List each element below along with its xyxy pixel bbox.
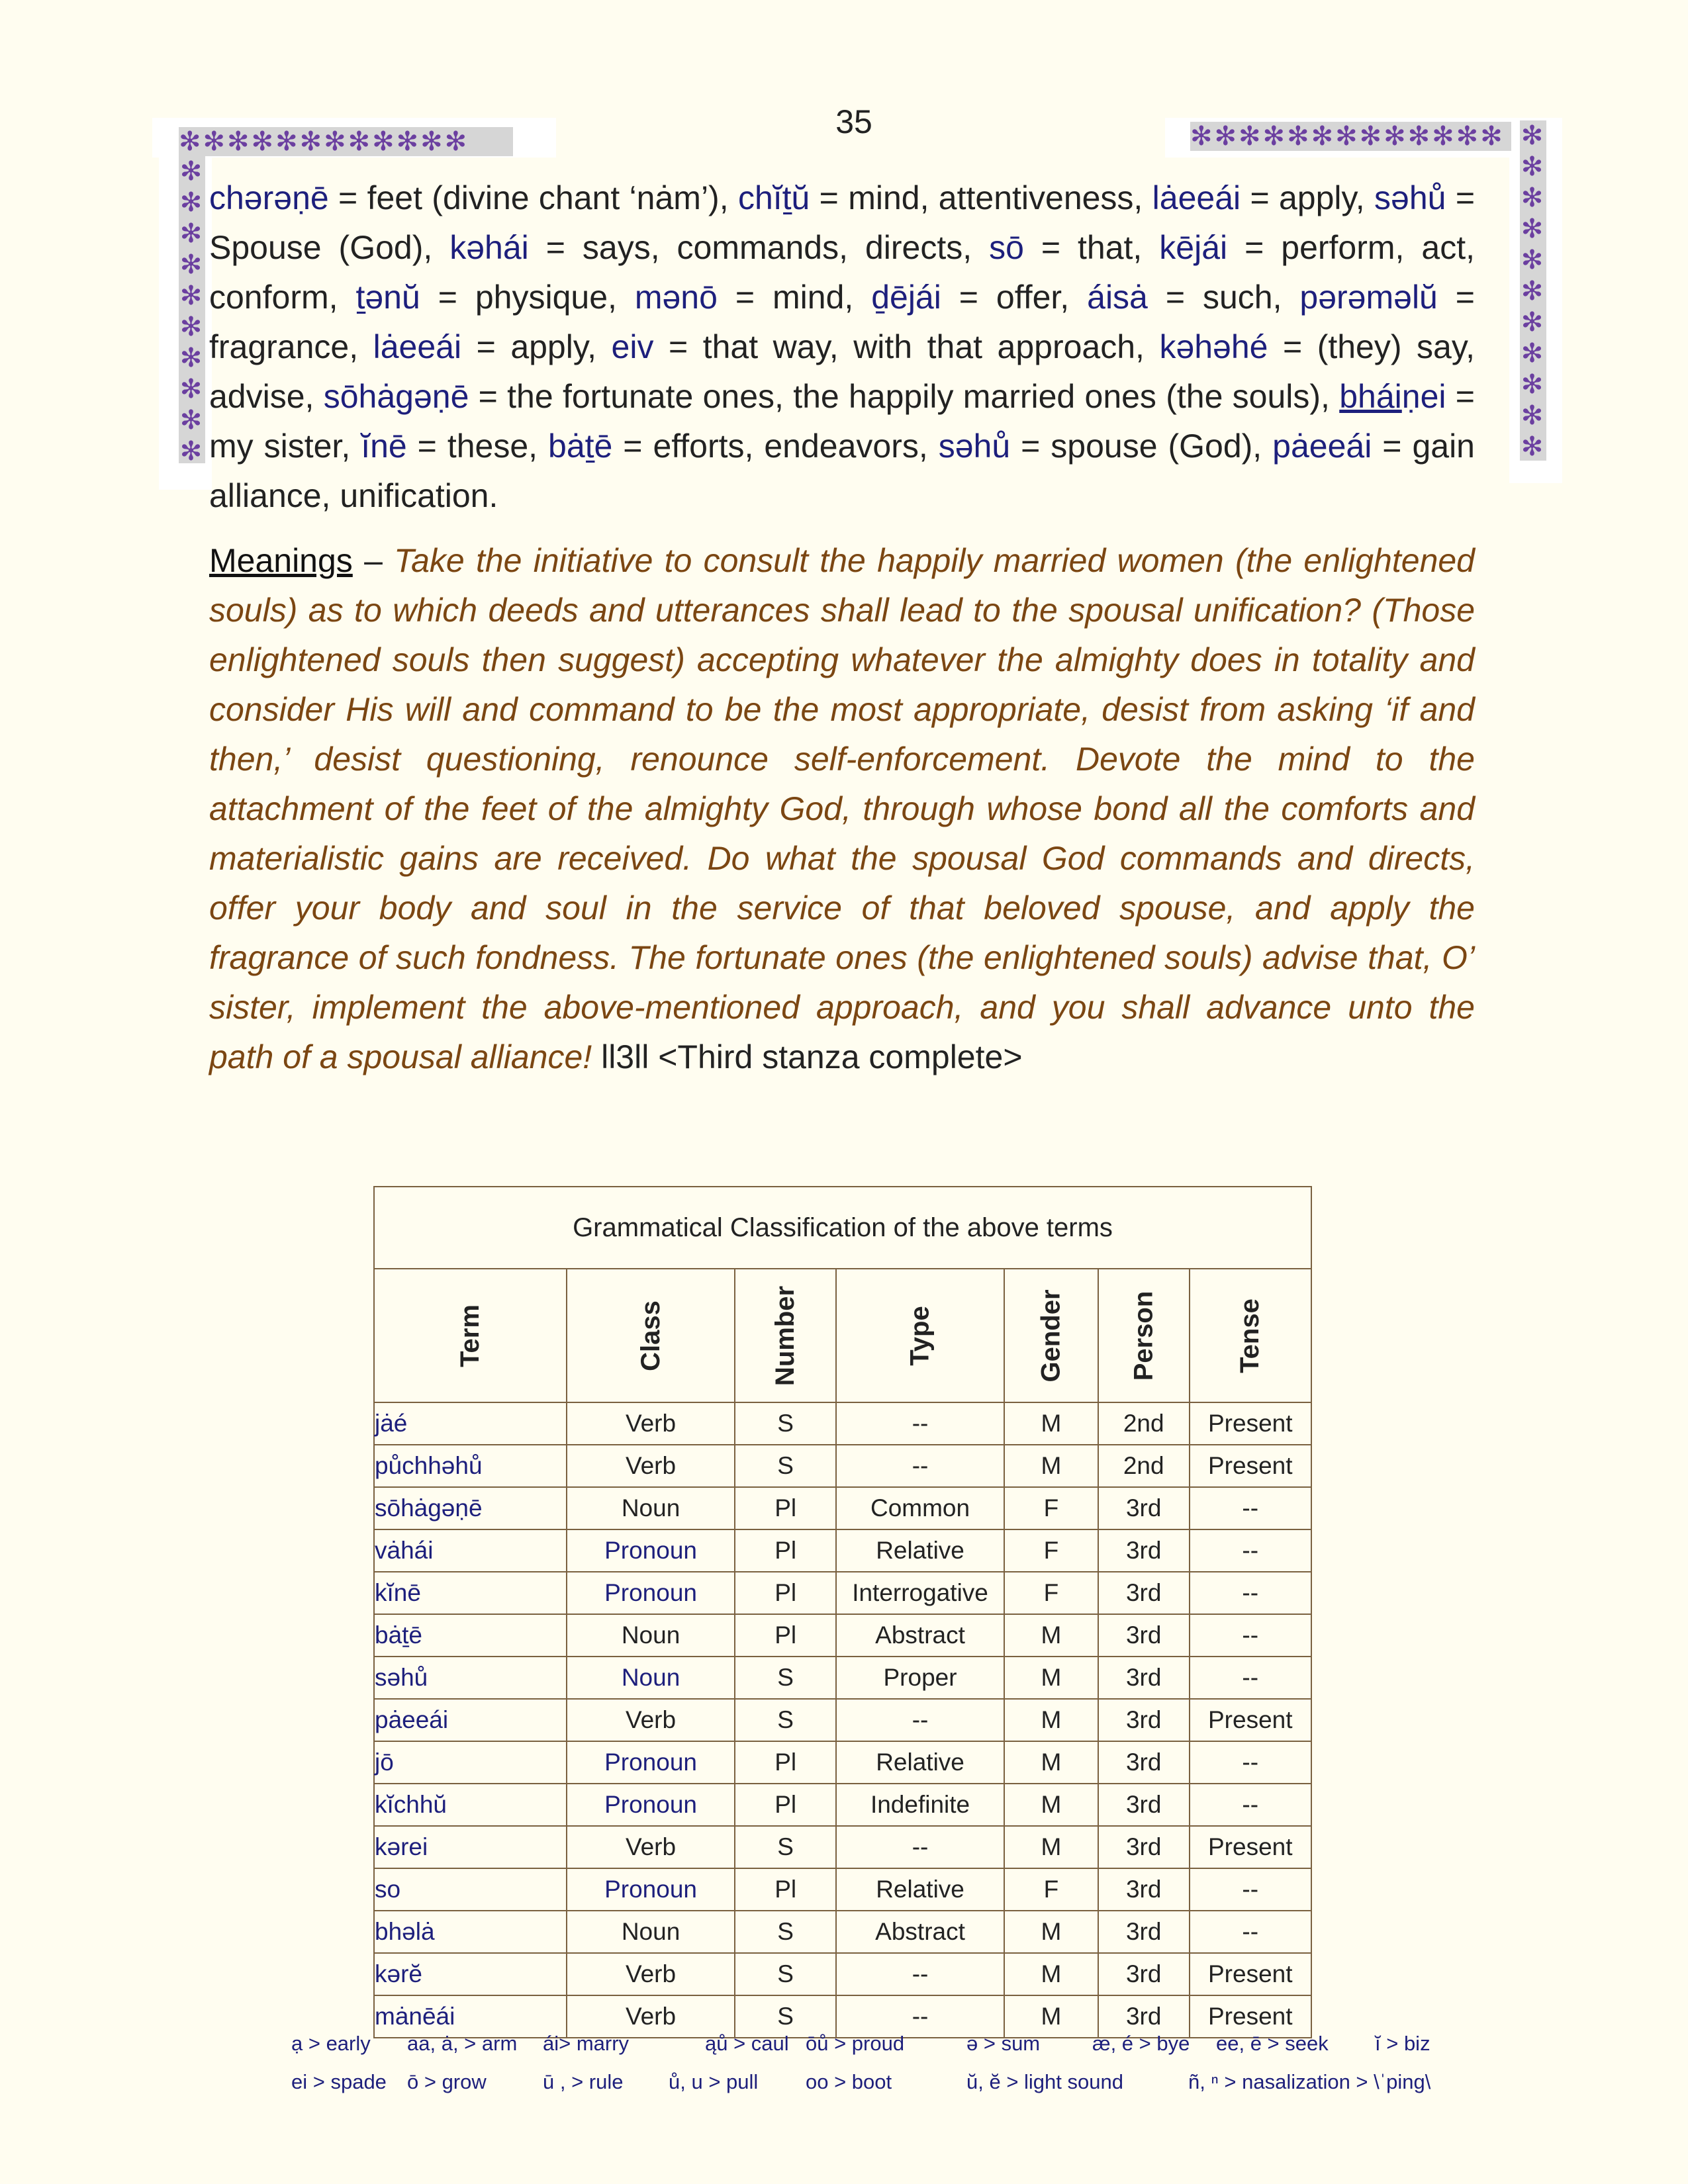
table-cell: Verb [567, 1953, 735, 1995]
table-cell: 3rd [1098, 1657, 1190, 1699]
glossary-term: sōhȧgəṇē [323, 378, 469, 415]
glossary-term: kəhəhé [1159, 328, 1268, 365]
glossary-definition: = physique, [420, 279, 635, 316]
table-cell: S [735, 1699, 836, 1741]
glossary-term: lȧeeái [373, 328, 462, 365]
legend-item: ạ > early [291, 2032, 371, 2055]
table-cell: 3rd [1098, 1699, 1190, 1741]
column-header-label: Type [905, 1305, 935, 1366]
table-row [374, 1614, 1311, 1657]
table-cell: -- [1190, 1741, 1311, 1784]
glossary-term: səhů [938, 428, 1011, 465]
table-cell: Relative [836, 1741, 1004, 1784]
table-cell: -- [1190, 1868, 1311, 1911]
glossary-term: bȧṯē [548, 428, 613, 465]
column-header [735, 1269, 836, 1402]
table-cell: Pronoun [567, 1529, 735, 1572]
table-cell: Pl [735, 1784, 836, 1826]
table-row [374, 1445, 1311, 1487]
table-cell: kĭchhŭ [374, 1784, 567, 1826]
table-cell: Pl [735, 1868, 836, 1911]
column-header [1004, 1269, 1098, 1402]
table-cell: 3rd [1098, 1487, 1190, 1529]
table-cell: Present [1190, 1995, 1311, 2038]
glossary-definition: = (they) say, advise, [209, 328, 1476, 415]
table-cell: kərei [374, 1826, 567, 1868]
glossary-term: áisȧ [1087, 279, 1148, 316]
glossary-term: mənō [634, 279, 718, 316]
glossary-definition: = my sister, [209, 378, 1475, 465]
border-top-left-ornament: ✻✻✻✻✻✻✻✻✻✻✻✻ [179, 127, 513, 156]
table-cell: kərĕ [374, 1953, 567, 1995]
table-cell: F [1004, 1529, 1098, 1572]
legend-item: ŭ, ĕ > light sound [966, 2070, 1123, 2093]
table-cell: S [735, 1995, 836, 2038]
table-cell: Verb [567, 1995, 735, 2038]
glossary-term: lȧeeái [1152, 179, 1241, 216]
table-cell: Pl [735, 1487, 836, 1529]
legend-item: aa, ȧ, > arm [407, 2032, 518, 2055]
table-cell: -- [1190, 1487, 1311, 1529]
table-cell: jō [374, 1741, 567, 1784]
table-cell: Pl [735, 1614, 836, 1657]
table-row [374, 1826, 1311, 1868]
table-cell: Pronoun [567, 1868, 735, 1911]
table-cell: 3rd [1098, 1995, 1190, 2038]
pronunciation-legend [291, 2032, 1483, 2098]
table-row [374, 1402, 1311, 1445]
column-header-label: Number [771, 1285, 800, 1386]
column-header [836, 1269, 1004, 1402]
legend-item: æ, é > bye [1092, 2032, 1190, 2055]
table-row [374, 1699, 1311, 1741]
legend-item: ə > sum [966, 2032, 1041, 2055]
meanings-paragraph [209, 536, 1475, 1082]
column-header [1190, 1269, 1311, 1402]
legend-item: ōů > proud [806, 2032, 905, 2055]
table-cell: səhů [374, 1657, 567, 1699]
table-row [374, 1741, 1311, 1784]
glossary-term: bhái [1339, 378, 1402, 415]
table-cell: -- [836, 1445, 1004, 1487]
table-cell: mȧnēái [374, 1995, 567, 2038]
border-left-ornament: ✻✻✻✻✻✻✻✻✻✻ [179, 157, 205, 466]
table-cell: F [1004, 1487, 1098, 1529]
glossary-term: ṯənŭ [355, 279, 420, 316]
page-number: 35 [835, 103, 872, 140]
column-header [374, 1269, 567, 1402]
column-header [1098, 1269, 1190, 1402]
glossary-term: sō [989, 229, 1024, 266]
legend-item: ei > spade [291, 2070, 387, 2093]
table-cell: Pronoun [567, 1784, 735, 1826]
table-cell: Pl [735, 1741, 836, 1784]
table-cell: Abstract [836, 1614, 1004, 1657]
glossary-term: ṇei [1401, 378, 1446, 415]
table-cell: S [735, 1911, 836, 1953]
glossary-term: kəhái [449, 229, 529, 266]
glossary-definition: = apply, [461, 328, 612, 365]
table-cell: bȧṯē [374, 1614, 567, 1657]
column-header-label: Tense [1235, 1298, 1265, 1373]
table-cell: Abstract [836, 1911, 1004, 1953]
table-cell: 3rd [1098, 1529, 1190, 1572]
legend-item: oo > boot [806, 2070, 892, 2093]
column-header-label: Gender [1036, 1289, 1066, 1383]
glossary-definition: = that, [1023, 229, 1160, 266]
legend-item: ĭ > biz [1375, 2032, 1430, 2055]
table-cell: Noun [567, 1911, 735, 1953]
table-cell: Proper [836, 1657, 1004, 1699]
glossary-term: chĭṯŭ [737, 179, 810, 216]
glossary-definition: = perform, act, conform, [209, 229, 1475, 316]
glossary-definition: = offer, [941, 279, 1088, 316]
glossary-term: chərəṇē [209, 179, 329, 216]
legend-item: ái> marry [543, 2032, 630, 2055]
table-cell: Relative [836, 1529, 1004, 1572]
glossary-definition: = mind, [717, 279, 872, 316]
table-cell: -- [1190, 1529, 1311, 1572]
table-cell: Indefinite [836, 1784, 1004, 1826]
glossary-definition: = these, [406, 428, 549, 465]
table-cell: 2nd [1098, 1445, 1190, 1487]
table-cell: Noun [567, 1487, 735, 1529]
glossary-term: eiv [611, 328, 654, 365]
table-row [374, 1487, 1311, 1529]
border-right-ornament: ✻✻✻✻✻✻✻✻✻✻✻ [1521, 121, 1546, 461]
table-cell: kĭnē [374, 1572, 567, 1614]
glossary-definition: = says, commands, directs, [528, 229, 990, 266]
table-cell: -- [1190, 1572, 1311, 1614]
table-cell: -- [1190, 1657, 1311, 1699]
glossary-definition: = spouse (God), [1010, 428, 1273, 465]
table-cell: 3rd [1098, 1784, 1190, 1826]
glossary-definition: = apply, [1241, 179, 1375, 216]
table-cell: -- [836, 1402, 1004, 1445]
table-cell: Verb [567, 1445, 735, 1487]
table-cell: -- [1190, 1614, 1311, 1657]
border-top-right-ornament: ✻✻✻✻✻✻✻✻✻✻✻✻✻ [1190, 122, 1511, 151]
table-cell: M [1004, 1953, 1098, 1995]
glossary-definition: = feet (divine chant ‘nȧm’), [328, 179, 738, 216]
table-cell: Pronoun [567, 1572, 735, 1614]
legend-item: ee, ē > seek [1216, 2032, 1329, 2055]
table-cell: F [1004, 1572, 1098, 1614]
table-cell: Verb [567, 1699, 735, 1741]
table-cell: Pl [735, 1572, 836, 1614]
table-cell: M [1004, 1741, 1098, 1784]
table-row [374, 1868, 1311, 1911]
grammar-table [373, 1186, 1312, 2038]
table-cell: Present [1190, 1699, 1311, 1741]
table-cell: so [374, 1868, 567, 1911]
glossary-definition: = such, [1147, 279, 1300, 316]
definitions-paragraph [209, 173, 1475, 521]
table-cell: S [735, 1826, 836, 1868]
table-cell: Verb [567, 1402, 735, 1445]
meanings-label: Meanings [209, 542, 353, 579]
table-row [374, 1657, 1311, 1699]
table-cell: Noun [567, 1657, 735, 1699]
column-header-label: Person [1129, 1291, 1158, 1381]
glossary-term: pȧeeái [1272, 428, 1372, 465]
table-cell: Present [1190, 1445, 1311, 1487]
table-cell: F [1004, 1868, 1098, 1911]
table-row [374, 1953, 1311, 1995]
table-cell: Interrogative [836, 1572, 1004, 1614]
table-cell: 2nd [1098, 1402, 1190, 1445]
table-cell: pȧeeái [374, 1699, 567, 1741]
table-cell: M [1004, 1614, 1098, 1657]
table-cell: S [735, 1657, 836, 1699]
table-cell: jȧé [374, 1402, 567, 1445]
glossary-definition: = mind, attentiveness, [810, 179, 1152, 216]
glossary-definition: = fragrance, [209, 279, 1475, 365]
glossary-definition: = that way, with that approach, [653, 328, 1160, 365]
table-cell: 3rd [1098, 1911, 1190, 1953]
table-cell: M [1004, 1445, 1098, 1487]
table-cell: půchhəhů [374, 1445, 567, 1487]
table-cell: -- [836, 1826, 1004, 1868]
table-cell: 3rd [1098, 1572, 1190, 1614]
table-cell: S [735, 1402, 836, 1445]
table-cell: M [1004, 1699, 1098, 1741]
table-cell: 3rd [1098, 1868, 1190, 1911]
meanings-dash: – [352, 542, 395, 579]
stanza-marker: ll3ll [592, 1038, 659, 1075]
legend-item: ů, u > pull [669, 2070, 759, 2093]
table-cell: 3rd [1098, 1614, 1190, 1657]
table-cell: sōhȧgəṇē [374, 1487, 567, 1529]
glossary-definition: = efforts, endeavors, [612, 428, 939, 465]
meanings-text: Take the initiative to consult the happily married women (the enlightened souls) as to which deeds and utterances shall lead to the spousal unification? (Those enlightened souls then suggest) accepting whatever the almighty does in totality and consider His will and command to be the most appropriate, desist from asking ‘if and then,’ desist questioning, renounce self-enforcement. Devote the mind to the attachment of the feet of the almighty God, through whose bond all the comforts and materialistic gains are received. Do what the spousal God commands and directs, offer your body and soul in the service of that beloved spouse, and apply the fragrance of such fondness. The fortunate ones (the enlightened souls) advise that, O’ sister, implement the above-mentioned approach, and you shall advance unto the path of a spousal alliance! [209, 542, 1475, 1075]
table-cell: Verb [567, 1826, 735, 1868]
table-cell: -- [1190, 1784, 1311, 1826]
table-cell: Relative [836, 1868, 1004, 1911]
glossary-definition: = gain alliance, unification. [209, 428, 1475, 514]
table-cell: 3rd [1098, 1741, 1190, 1784]
table-cell: Noun [567, 1614, 735, 1657]
table-cell: M [1004, 1657, 1098, 1699]
column-header-label: Class [635, 1300, 665, 1371]
table-cell: Common [836, 1487, 1004, 1529]
table-row [374, 1784, 1311, 1826]
table-cell: M [1004, 1995, 1098, 2038]
table-row [374, 1911, 1311, 1953]
table-cell: Pronoun [567, 1741, 735, 1784]
table-cell: Present [1190, 1402, 1311, 1445]
glossary-term: ĭnē [361, 428, 407, 465]
legend-item: ñ, ⁿ > nasalization > \ˈping\ [1188, 2070, 1431, 2093]
table-cell: 3rd [1098, 1826, 1190, 1868]
glossary-term: pərəməlŭ [1299, 279, 1438, 316]
legend-item: ū , > rule [543, 2070, 624, 2093]
table-cell: Present [1190, 1826, 1311, 1868]
legend-item: ō > grow [407, 2070, 487, 2093]
glossary-definition: = the fortunate ones, the happily married ones (the souls), [469, 378, 1340, 415]
table-cell: M [1004, 1911, 1098, 1953]
stanza-complete-note: <Third stanza complete> [658, 1038, 1023, 1075]
table-row [374, 1572, 1311, 1614]
table-cell: M [1004, 1784, 1098, 1826]
column-header-label: Term [455, 1304, 485, 1367]
table-cell: bhəlȧ [374, 1911, 567, 1953]
glossary-term: səhů [1374, 179, 1446, 216]
glossary-definition: = Spouse (God), [209, 179, 1476, 266]
table-cell: -- [836, 1995, 1004, 2038]
table-title: Grammatical Classification of the above terms [374, 1187, 1311, 1269]
table-cell: Pl [735, 1529, 836, 1572]
table-cell: vȧhái [374, 1529, 567, 1572]
table-cell: Present [1190, 1953, 1311, 1995]
table-cell: S [735, 1445, 836, 1487]
table-cell: -- [836, 1953, 1004, 1995]
table-cell: 3rd [1098, 1953, 1190, 1995]
table-row [374, 1529, 1311, 1572]
table-cell: -- [836, 1699, 1004, 1741]
legend-item: ąů > caul [705, 2032, 789, 2055]
table-cell: S [735, 1953, 836, 1995]
column-header [567, 1269, 735, 1402]
table-cell: M [1004, 1826, 1098, 1868]
table-cell: -- [1190, 1911, 1311, 1953]
table-cell: M [1004, 1402, 1098, 1445]
glossary-term: kējái [1159, 229, 1228, 266]
glossary-term: ḏējái [871, 279, 941, 316]
